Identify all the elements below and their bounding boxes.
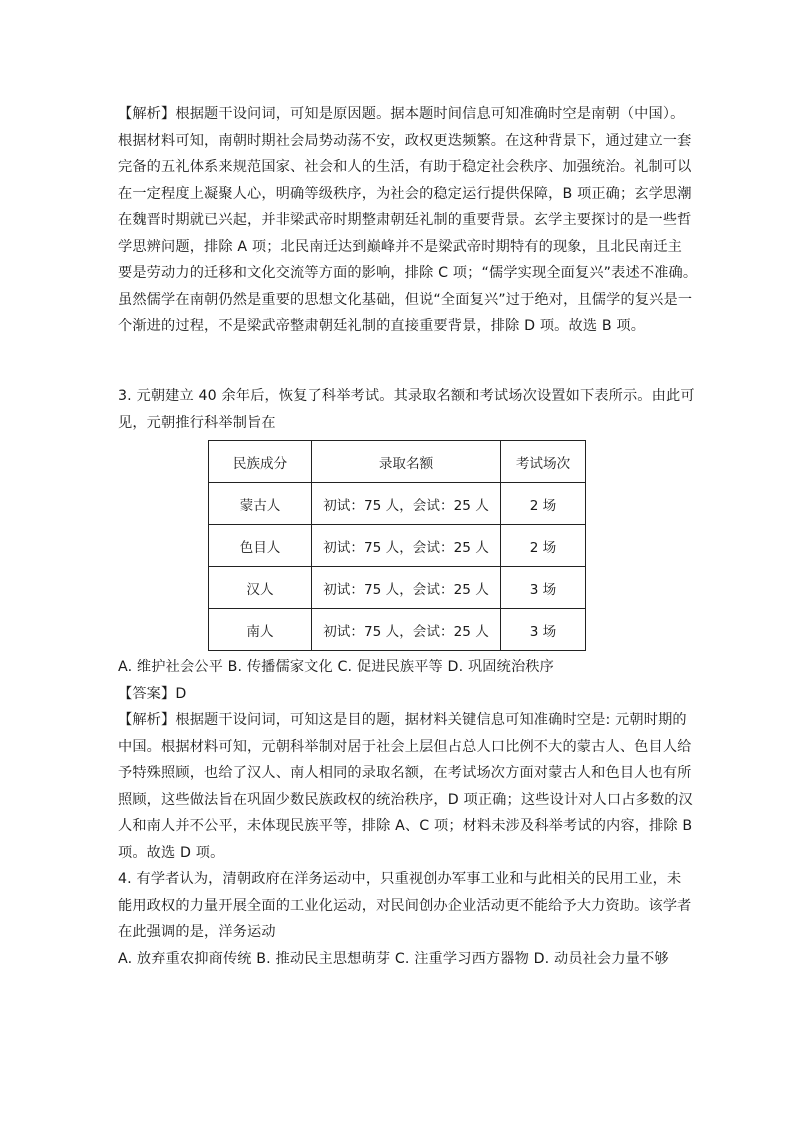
table-cell: 汉人 (209, 567, 312, 609)
table-row (209, 567, 586, 609)
analysis-line: 【解析】根据题干设问词，可知是原因题。据本题时间信息可知准确时空是南朝（中国）。 (118, 106, 685, 122)
table-row (209, 483, 586, 525)
question-line: 3. 元朝建立 40 余年后，恢复了科举考试。其录取名额和考试场次设置如下表所示。由此可 (118, 388, 695, 404)
analysis-line: 要是劳动力的迁移和文化交流等方面的影响，排除 C 项；“儒学实现全面复兴”表述不准确。 (118, 265, 698, 281)
analysis-line: 完备的五礼体系来规范国家、社会和人的生活，有助于稳定社会秩序、加强统治。礼制可以 (118, 159, 692, 175)
table-header: 录取名额 (312, 441, 501, 483)
table-cell: 初试：75 人，会试：25 人 (312, 525, 501, 567)
table-cell: 初试：75 人，会试：25 人 (312, 567, 501, 609)
q2-analysis (118, 101, 698, 340)
table-row (209, 525, 586, 567)
q3-stem (118, 383, 695, 436)
exam-quota-table (208, 440, 586, 651)
table-header: 考试场次 (501, 441, 586, 483)
answer-line: 【答案】D (118, 685, 187, 702)
analysis-line: 照顾，这些做法旨在巩固少数民族政权的统治秩序，D 项正确；这些设计对人口占多数的汉 (118, 791, 693, 808)
table-cell: 初试：75 人，会试：25 人 (312, 609, 501, 651)
analysis-line: 个渐进的过程，不是梁武帝整肃朝廷礼制的直接重要背景，排除 D 项。故选 B 项。 (118, 318, 646, 334)
options-line: A. 放弃重农抑商传统 B. 推动民主思想萌芽 C. 注重学习西方器物 D. 动员社会力量不够 (118, 950, 669, 967)
analysis-line: 【解析】根据题干设问词，可知这是目的题，据材料关键信息可知准确时空是: 元朝时期的 (118, 712, 687, 728)
table-header: 民族成分 (209, 441, 312, 483)
analysis-line: 人和南人并不公平，未体现民族平等，排除 A、C 项；材料未涉及科举考试的内容，排除 B (118, 818, 693, 834)
question-line: 能用政权的力量开展全面的工业化运动，对民间创办企业活动更不能给予大力资助。该学者 (118, 897, 692, 914)
table-cell: 初试：75 人，会试：25 人 (312, 483, 501, 525)
table-cell: 蒙古人 (209, 483, 312, 525)
analysis-line: 予特殊照顾，也给了汉人、南人相同的录取名额，在考试场次方面对蒙古人和色目人也有所 (118, 765, 692, 781)
analysis-line: 在一定程度上凝聚人心，明确等级秩序，为社会的稳定运行提供保障，B 项正确；玄学思潮 (118, 185, 692, 202)
analysis-line: 学思辨问题，排除 A 项；北民南迁达到巅峰并不是梁武帝时期特有的现象，且北民南迁主 (118, 238, 683, 255)
options-line: A. 维护社会公平 B. 传播儒家文化 C. 促进民族平等 D. 巩固统治秩序 (118, 659, 554, 675)
q3-options-answer-analysis (118, 654, 693, 972)
table-row (209, 609, 586, 651)
table-header-row (209, 441, 586, 483)
table-cell: 2 场 (501, 483, 586, 525)
table-cell: 南人 (209, 609, 312, 651)
analysis-line: 根据材料可知，南朝时期社会局势动荡不安，政权更迭频繁。在这种背景下，通过建立一套 (118, 132, 692, 149)
table-cell: 3 场 (501, 609, 586, 651)
analysis-line: 项。故选 D 项。 (118, 844, 225, 861)
question-line: 4. 有学者认为，清朝政府在洋务运动中，只重视创办军事工业和与此相关的民用工业，未 (118, 871, 682, 887)
analysis-line: 虽然儒学在南朝仍然是重要的思想文化基础，但说“全面复兴”过于绝对，且儒学的复兴是一 (118, 291, 693, 308)
analysis-line: 中国。根据材料可知，元朝科举制对居于社会上层但占总人口比例不大的蒙古人、色目人给 (118, 738, 692, 755)
question-line: 在此强调的是，洋务运动 (118, 924, 276, 940)
table-cell: 3 场 (501, 567, 586, 609)
question-line: 见，元朝推行科举制旨在 (118, 414, 276, 431)
analysis-line: 在魏晋时期就已兴起，并非梁武帝时期整肃朝廷礼制的重要背景。玄学主要探讨的是一些哲 (118, 212, 692, 228)
table-cell: 色目人 (209, 525, 312, 567)
table-cell: 2 场 (501, 525, 586, 567)
